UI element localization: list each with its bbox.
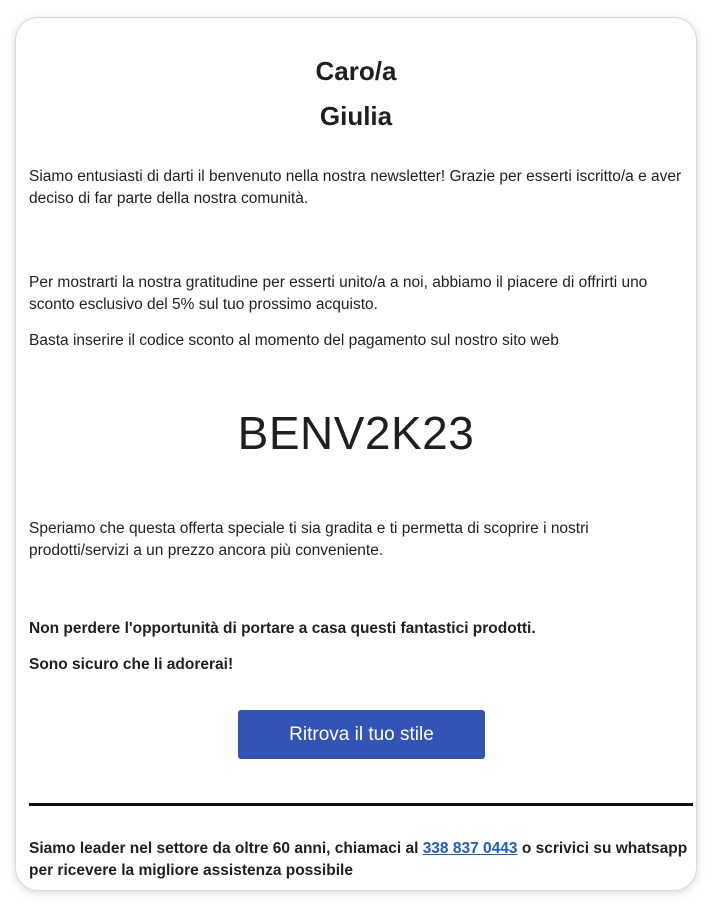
shop-style-button[interactable]: Ritrova il tuo stile [238, 710, 485, 759]
highlight-paragraph: Non perdere l'opportunità di portare a casa questi fantastici prodotti. [29, 620, 536, 637]
phone-link[interactable]: 338 837 0443 [422, 840, 518, 857]
offer-paragraph: Speriamo che questa offerta speciale ti sia gradita e ti permetta di scoprire i nostri prodotti/servizi a un prezzo ancora più conveniente. [29, 520, 589, 559]
recipient-name: Giulia [319, 101, 393, 131]
discount-code: BENV2K23 [237, 407, 475, 459]
footer-divider [29, 803, 693, 806]
greeting-title: Caro/a [315, 56, 397, 86]
welcome-paragraph: Siamo entusiasti di darti il benvenuto nella nostra newsletter! Grazie per esserti iscritto/a e aver deciso di far parte della nostra comunità. [29, 168, 682, 207]
newsletter-email-card [16, 18, 696, 890]
footer-text-before: Siamo leader nel settore da oltre 60 anni, chiamaci al [29, 840, 423, 857]
instructions-paragraph: Basta inserire il codice sconto al momento del pagamento sul nostro sito web [29, 332, 559, 349]
footer-contact-text [29, 838, 689, 882]
closing-paragraph: Sono sicuro che li adorerai! [29, 656, 234, 673]
gratitude-paragraph: Per mostrarti la nostra gratitudine per esserti unito/a a noi, abbiamo il piacere di offrirti uno sconto esclusivo del 5% sul tuo prossimo acquisto. [29, 274, 648, 313]
footer-text-after: o scrivici su whatsapp per ricevere la migliore assistenza possibile [29, 840, 688, 879]
